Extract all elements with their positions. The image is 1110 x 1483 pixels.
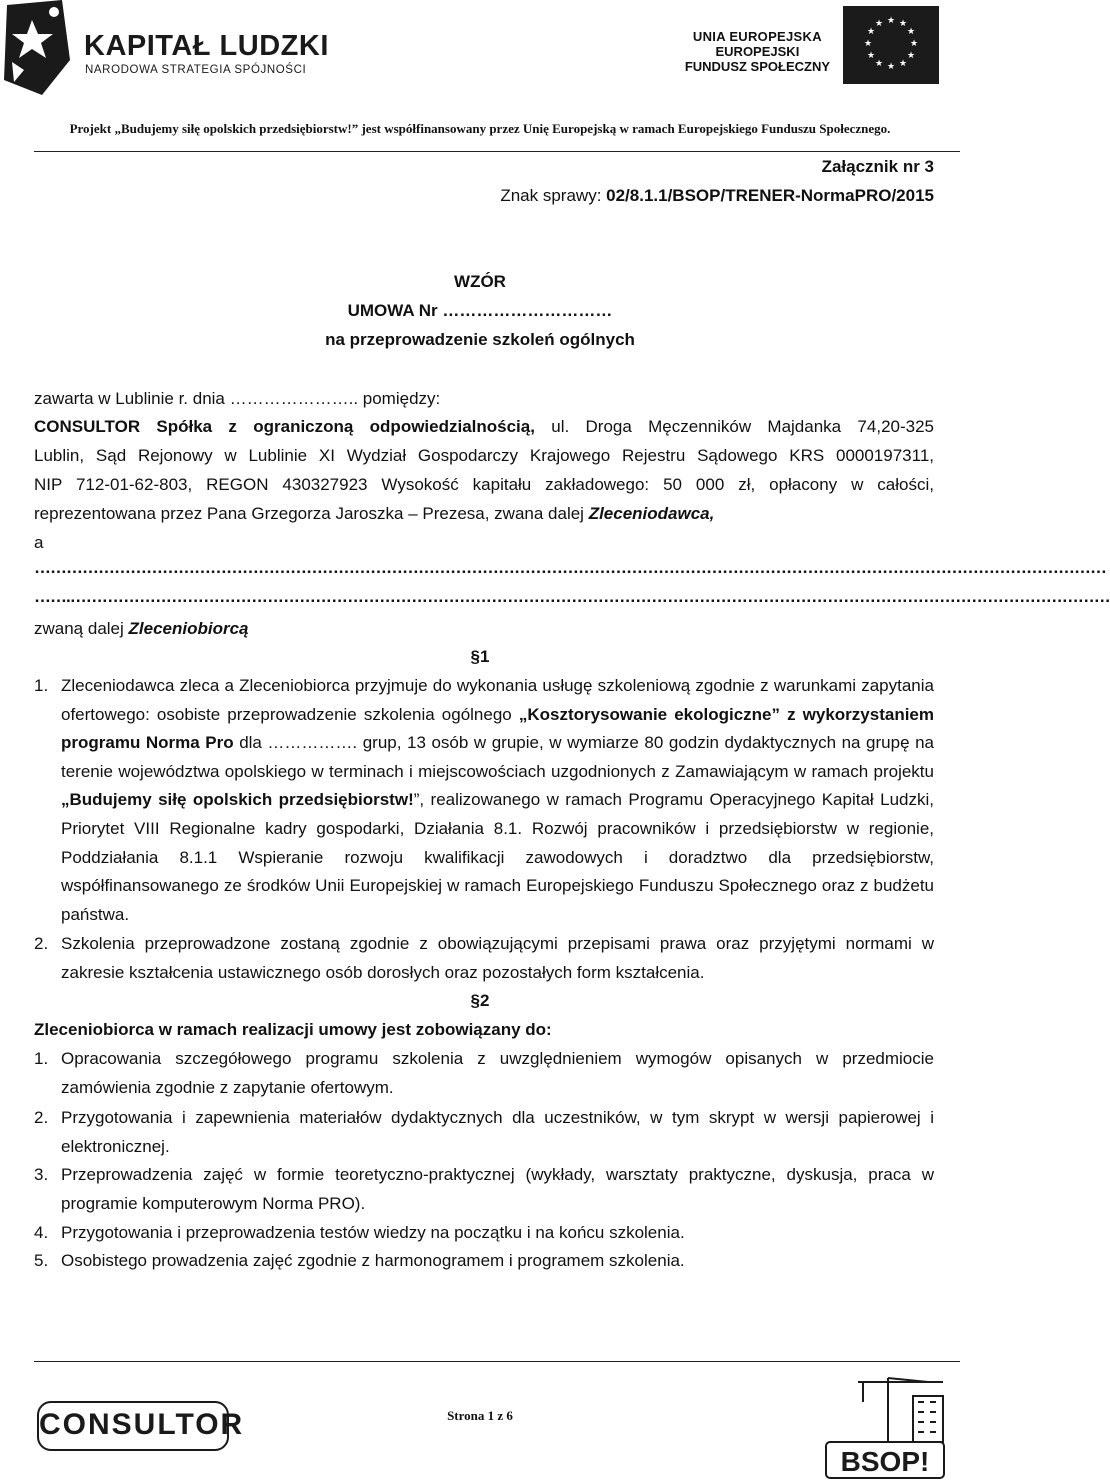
item-number: 1. <box>34 676 49 695</box>
page-number: Strona 1 z 6 <box>447 1408 513 1423</box>
item-number: 2. <box>34 1108 49 1127</box>
party1-line4 <box>34 500 934 529</box>
party1-line2: Lublin, Sąd Rejonowy w Lublinie XI Wydział Gospodarczy Krajowego Rejestru Sądowego KRS 0000197311, <box>34 446 934 465</box>
item-number: 2. <box>34 934 49 953</box>
item-number: 1. <box>34 1049 49 1068</box>
eu-line-2: EUROPEJSKI <box>715 44 800 59</box>
contract-subject: na przeprowadzenie szkoleń ogólnych <box>325 330 635 349</box>
party1-line3: NIP 712-01-62-803, REGON 430327923 Wysokość kapitału zakładowego: 50 000 zł, opłacony w całości, <box>34 475 934 494</box>
item-number: 5. <box>34 1251 49 1270</box>
svg-text:★: ★ <box>874 59 884 69</box>
item-number: 4. <box>34 1223 49 1242</box>
section-2-intro: Zleceniobiorca w ramach realizacji umowy jest zobowiązany do: <box>34 1020 552 1039</box>
section-2-item-5 <box>34 1247 934 1276</box>
item-text: Szkolenia przeprowadzone zostaną zgodnie z obowiązującymi przepisami prawa oraz przyjętymi normami w zakresie kształcenia ustawicznego osób dorosłych oraz pozostałych form kształcenia. <box>61 934 934 982</box>
svg-text:★: ★ <box>863 39 873 49</box>
contract-number: UMOWA Nr ………………………… <box>347 301 613 320</box>
kapital-ludzki-title: KAPITAŁ LUDZKI <box>84 30 329 62</box>
kapital-ludzki-logo <box>0 0 329 100</box>
party1-address: ul. Droga Męczenników Majdanka 74,20-325 <box>534 417 934 436</box>
svg-text:★: ★ <box>886 16 896 26</box>
eu-logo-text <box>685 29 830 74</box>
section-2-item-2 <box>34 1104 934 1161</box>
kapital-ludzki-subtitle: NARODOWA STRATEGIA SPÓJNOŚCI <box>85 64 307 76</box>
svg-text:★: ★ <box>866 27 876 37</box>
item-text-part-a: Zleceniodawca zleca a Zleceniobiorca przyjmuje do wykonania usługę szkoleniową zgodnie z warunkami zapytania ofertowego: osobiste przeprowadzenie szkolenia ogólnego <box>61 676 934 724</box>
item-text: Opracowania szczegółowego programu szkolenia z uwzględnieniem wymogów opisanych w przedmiocie zamówienia zgodnie z zapytanie ofertowym. <box>61 1049 934 1097</box>
party2-role: Zleceniobiorcą <box>128 619 249 638</box>
eu-flag-icon <box>843 6 939 84</box>
section-2-item-1 <box>34 1045 934 1102</box>
eu-line-1: UNIA EUROPEJSKA <box>692 29 822 44</box>
training-title: „Kosztorysowanie ekologiczne” z wykorzystaniem programu Norma Pro <box>61 704 934 753</box>
svg-text:★: ★ <box>898 59 908 69</box>
item-text <box>61 672 934 929</box>
item-text: Przygotowania i przeprowadzenia testów wiedzy na początku i na końcu szkolenia. <box>61 1223 685 1242</box>
section-2-item-4 <box>34 1219 934 1248</box>
party2-line <box>34 615 934 644</box>
project-line: Projekt „Budujemy siłę opolskich przedsiębiorstw!” jest współfinansowany przez Unię Europejską w ramach Europejskiego Funduszu Społecznego. <box>69 121 891 136</box>
svg-text:★: ★ <box>906 51 916 61</box>
consultor-logo: CONSULTOR <box>37 1401 229 1451</box>
item-text-part-e: ”, realizowanego w ramach Programu Operacyjnego Kapitał Ludzki, Priorytet VIII Regionalne kadry gospodarki, Działania 8.1. Rozwój pracowników i przedsiębiorstw w regionie, Poddziałania 8.1.1 Wspieranie rozwoju kwalifikacji zawodowych i doradztwo dla przedsiębiorstw, współfinansowanego ze środków Unii Europejskiej w ramach Europejskiego Funduszu Społecznego oraz z budżetu państwa. <box>61 790 934 924</box>
annex-label: Załącznik nr 3 <box>821 157 934 176</box>
svg-text:★: ★ <box>866 51 876 61</box>
item-text: Przygotowania i zapewnienia materiałów dydaktycznych dla uczestników, w tym skrypt w wersji papierowej i elektronicznej. <box>61 1108 934 1156</box>
footer-divider <box>34 1361 960 1362</box>
party1-representation: reprezentowana przez Pana Grzegorza Jaroszka – Prezesa, zwana dalej <box>34 504 589 523</box>
section-1-item-2 <box>34 930 934 987</box>
svg-text:★: ★ <box>874 19 884 29</box>
eu-line-3: FUNDUSZ SPOŁECZNY <box>684 59 830 74</box>
item-text-part-c: dla ……………. grup, 13 osób w grupie, w wymiarze 80 godzin dydaktycznych na grupę na terenie województwa opolskiego w terminach i miejscowościach uzgodnionych z Zamawiającym w ramach projektu <box>61 733 934 781</box>
header-divider <box>34 151 960 152</box>
case-number <box>500 186 934 206</box>
project-name: „Budujemy siłę opolskich przedsiębiorstw! <box>61 790 414 810</box>
item-text: Przeprowadzenia zajęć w formie teoretyczno-praktycznej (wykłady, warsztaty praktyczne, dyskusja, praca w programie komputerowym Norma PRO). <box>61 1165 934 1213</box>
party2-dots-line-2: …….…………………………………………………………………………………………………………………………………………………………………………… <box>34 587 1110 606</box>
party1-name: CONSULTOR Spółka z ograniczoną odpowiedzialnością, <box>34 417 535 436</box>
item-number: 3. <box>34 1165 49 1184</box>
svg-text:★: ★ <box>886 62 896 72</box>
bsop-text: BSOP! <box>840 1446 930 1477</box>
case-value: 02/8.1.1/BSOP/TRENER-NormaPRO/2015 <box>606 186 934 205</box>
svg-text:★: ★ <box>898 19 908 29</box>
section-2-heading: §2 <box>470 991 490 1010</box>
party1-line1 <box>34 413 934 442</box>
party2-dots-line-1: ………………………………………………………………………………………………………………………………………………………………………………… <box>34 558 1106 577</box>
item-text: Osobistego prowadzenia zajęć zgodnie z harmonogramem i programem szkolenia. <box>61 1251 685 1270</box>
party2-prefix: zwaną dalej <box>34 619 129 638</box>
party1-role: Zleceniodawca, <box>588 504 715 523</box>
wzor-title: WZÓR <box>454 272 506 291</box>
intro-line: zawarta w Lublinie r. dnia ………………….. pomiędzy: <box>34 389 441 408</box>
svg-text:★: ★ <box>906 27 916 37</box>
section-2-item-3 <box>34 1161 934 1218</box>
case-label: Znak sprawy: <box>500 186 607 205</box>
kapital-ludzki-star-icon <box>2 0 72 95</box>
section-1-item-1 <box>34 672 934 929</box>
bsop-logo <box>818 1372 948 1482</box>
section-1-heading: §1 <box>470 647 490 666</box>
svg-text:★: ★ <box>909 39 919 49</box>
and-word: a <box>34 533 44 552</box>
